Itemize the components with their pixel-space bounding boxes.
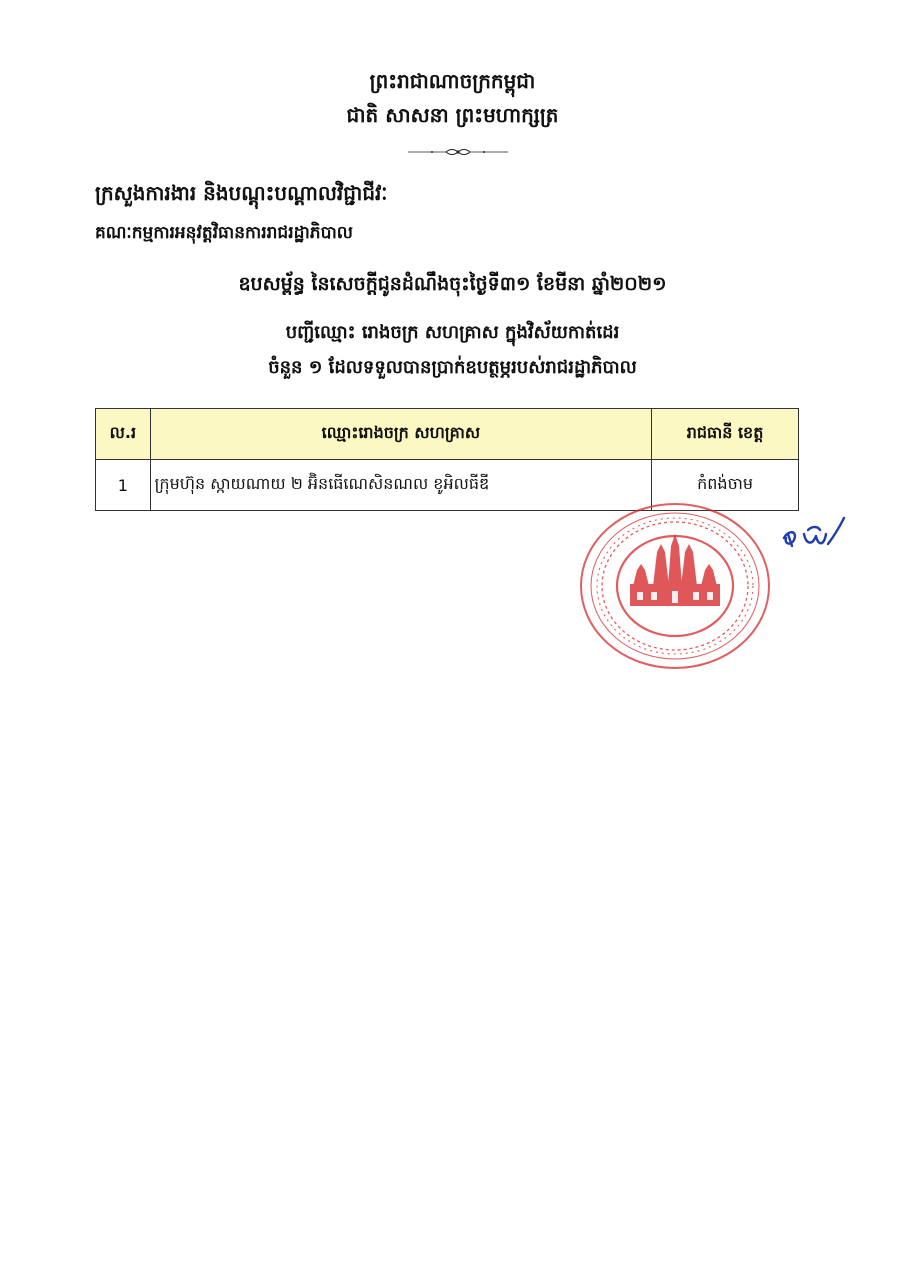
cell-enterprise-name: ក្រុមហ៊ុន ស្កាយណាយ ២ អ៊ិនធើណេសិនណល ខូអិលធីឌី: [150, 460, 651, 511]
header-province: រាជធានី ខេត្ត: [652, 409, 799, 460]
table-header-row: [96, 409, 799, 460]
handwritten-signature: [778, 512, 848, 558]
list-title-line2: ចំនួន ១ ដែលទទួលបានប្រាក់ឧបត្ថម្ភរបស់រាជរដ្ឋាភិបាល: [268, 357, 637, 378]
kingdom-motto-line2: ជាតិ សាសនា ព្រះមហាក្សត្រ: [346, 103, 559, 127]
cell-number: 1: [96, 460, 151, 511]
official-seal-stamp: [575, 496, 775, 672]
ornamental-divider: [408, 146, 508, 158]
committee-name: គណៈកម្មការអនុវត្តវិធានការរាជរដ្ឋាភិបាល: [95, 223, 353, 243]
header-number: ល.រ: [96, 409, 151, 460]
ministry-name: ក្រសួងការងារ និងបណ្តុះបណ្តាលវិជ្ជាជីវៈ: [95, 181, 388, 205]
list-title-line1: បញ្ជីឈ្មោះ រោងចក្រ សហគ្រាស ក្នុងវិស័យកាត់ដេរ: [285, 322, 620, 343]
annex-title: ឧបសម្ព័ន្ធ នៃសេចក្តីជូនដំណឹងចុះថ្ងៃទី៣១ ខែមីនា ឆ្នាំ២០២១: [238, 273, 667, 295]
header-enterprise-name: ឈ្មោះរោងចក្រ សហគ្រាស: [150, 409, 651, 460]
kingdom-motto-line1: ព្រះរាជាណាចក្រកម្ពុជា: [369, 69, 536, 93]
cell-province: កំពង់ចាម: [652, 460, 799, 511]
